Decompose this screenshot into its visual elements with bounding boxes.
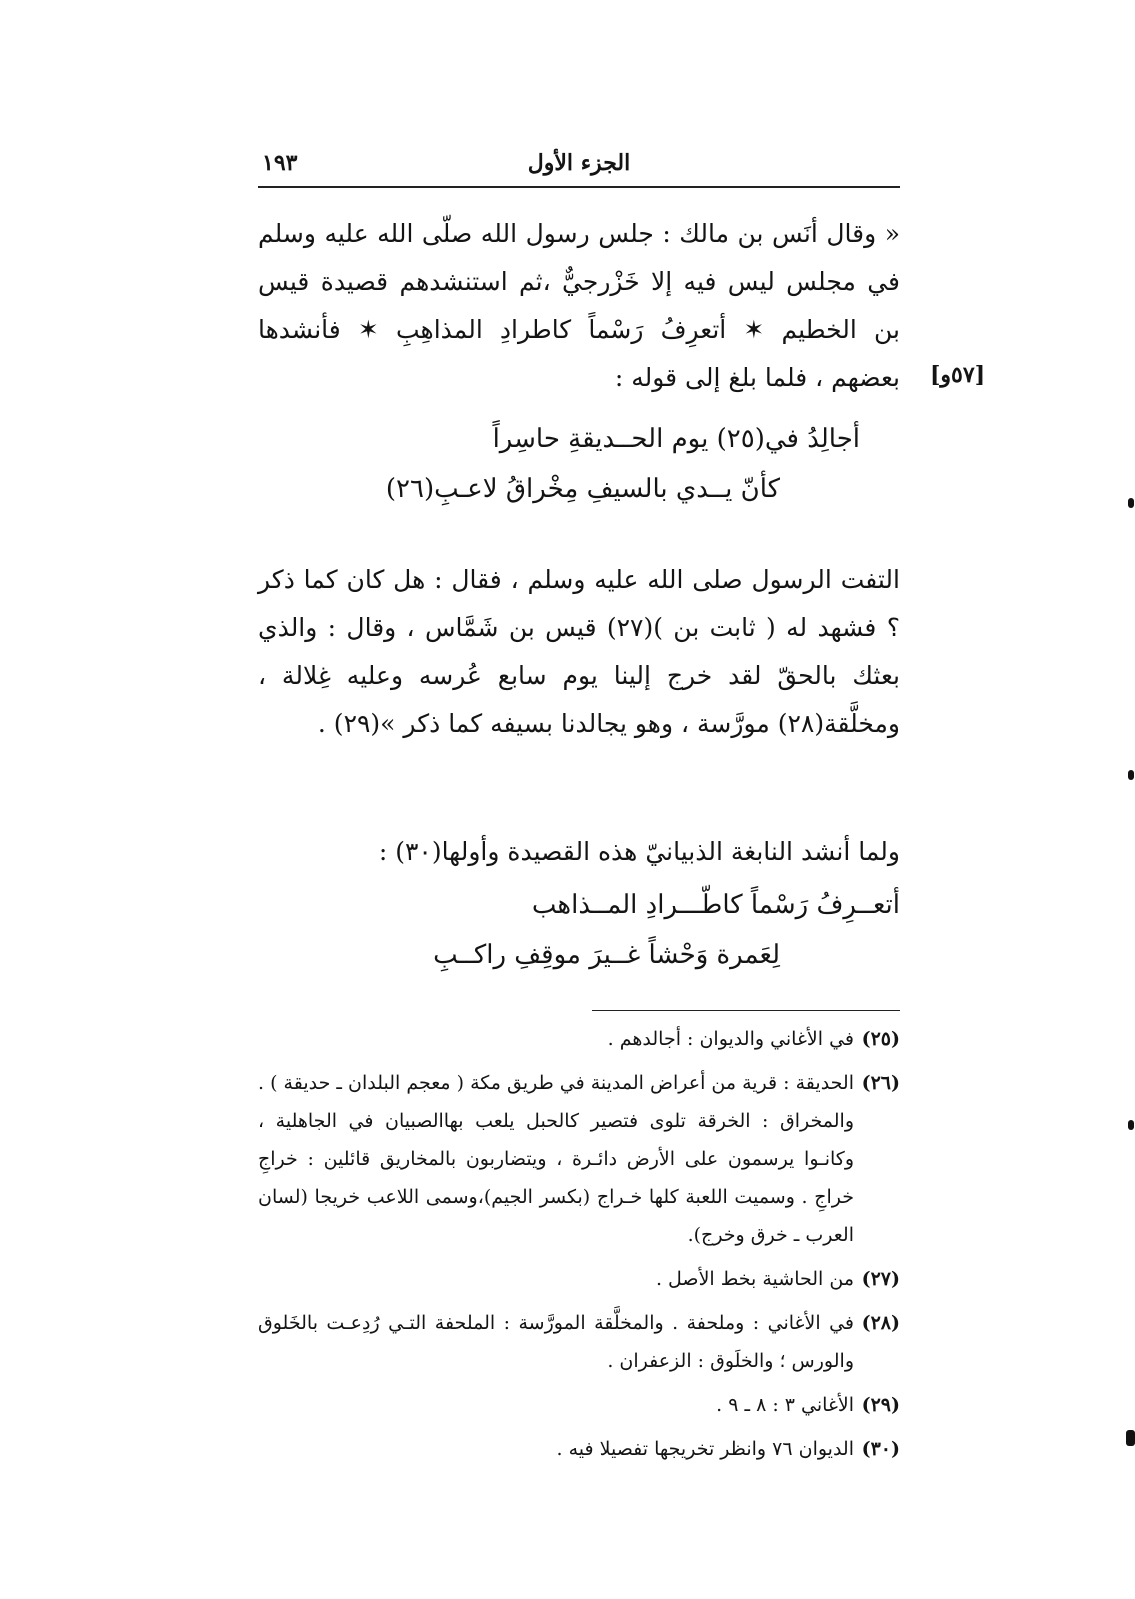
footnote-text: الحديقة : قرية من أعراض المدينة في طريق مكة ( معجم البلدان ـ حديقة ) . والمخراق : الخرقة تلوى فتصير كالحبل يلعب بهاالصبيان في الجاهلية ، وكانـوا يرسمون على الأرض دائـرة ، ويتضاربون بالمخاريق قائلين : خراجِ خراجِ . وسميت اللعبة كلها خـراج (بكسر الجيم)،وسمى اللاعب خريجا (لسان العرب ـ خرق وخرج). (258, 1072, 854, 1246)
footnote-item (258, 1064, 900, 1254)
running-header (258, 150, 900, 186)
scan-edge-mark (1128, 1120, 1134, 1130)
scan-edge-mark (1126, 1430, 1135, 1446)
running-title: الجزء الأول (527, 150, 631, 176)
footnote-item (258, 1386, 900, 1424)
footnote-text: الديوان ٧٦ وانظر تخريجها تفصيلا فيه . (556, 1438, 854, 1460)
verse-hemistich-2: كأنّ يــدي بالسيفِ مِخْراقُ لاعـبِ(٢٦) (385, 474, 780, 504)
footnote-number: (٢٧) (861, 1268, 900, 1290)
footnote-number: (٢٨) (861, 1312, 900, 1334)
footnote-text: في الأغاني والديوان : أجالدهم . (607, 1028, 854, 1050)
footnote-item (258, 1260, 900, 1298)
footnote-number: (٢٩) (861, 1394, 900, 1416)
manuscript-folio-marker: [٥٧و] (930, 362, 986, 388)
paragraph-text: « وقال أنَس بن مالك : جلس رسول الله صلّى الله عليه وسلم في مجلس ليس فيه إلا خَزْرجيٌّ ،ثم استنشدهم قصيدة قيس بن الخطيم ✶ أتعرِفُ رَسْماً كاطرادِ المذاهِبِ ✶ فأنشدها بعضهم ، فلما بلغ إلى قوله : (258, 219, 900, 392)
scan-edge-mark (1128, 770, 1134, 780)
footnote-number: (٣٠) (861, 1438, 900, 1460)
paragraph-prophet-response (258, 556, 900, 748)
footnote-text: في الأغاني : وملحفة . والمخلَّقة المورَّسة : الملحفة التـي رُدِعـت بالخَلوق والورس ؛ والخلَوق : الزعفران . (258, 1312, 854, 1372)
page-number: ١٩٣ (262, 150, 298, 176)
verse-hemistich-2: لِعَمرة وَحْشاً غــيرَ موقِفِ راكــبِ (433, 940, 780, 970)
verse-hemistich-1: أتعــرِفُ رَسْماً كاطّـــرادِ المــذاهب (531, 890, 900, 920)
footnote-number: (٢٦) (861, 1072, 900, 1094)
footnote-item (258, 1020, 900, 1058)
footnote-text: الأغاني ٣ : ٨ ـ ٩ . (716, 1394, 854, 1416)
paragraph-text: ولما أنشد النابغة الذبيانيّ هذه القصيدة وأولها(٣٠) : (378, 837, 900, 866)
footnote-separator (592, 1010, 900, 1011)
verse-nabigha (258, 890, 900, 990)
header-rule (258, 186, 900, 188)
footnote-number: (٢٥) (861, 1028, 900, 1050)
footnote-item (258, 1304, 900, 1380)
paragraph-text: التفت الرسول صلى الله عليه وسلم ، فقال : هل كان كما ذكر ؟ فشهد له ( ثابت بن )(٢٧) قيس بن شَمَّاس ، وقال : والذي بعثك بالحقّ لقد خرج إلينا يوم سابع عُرسه وعليه غِلالة ، ومخلَّقة(٢٨) مورَّسة ، وهو يجالدنا بسيفه كما ذكر »(٢٩) . (258, 565, 900, 738)
footnotes (258, 1020, 900, 1474)
scan-edge-mark (1128, 498, 1134, 508)
verse-qays (258, 424, 900, 524)
verse-hemistich-1: أجالِدُ في(٢٥) يوم الحــديقةِ حاسِراً (492, 424, 860, 454)
paragraph-anas-narration (258, 210, 900, 402)
paragraph-nabigha (258, 828, 900, 876)
footnote-item (258, 1430, 900, 1468)
footnote-text: من الحاشية بخط الأصل . (655, 1268, 854, 1290)
